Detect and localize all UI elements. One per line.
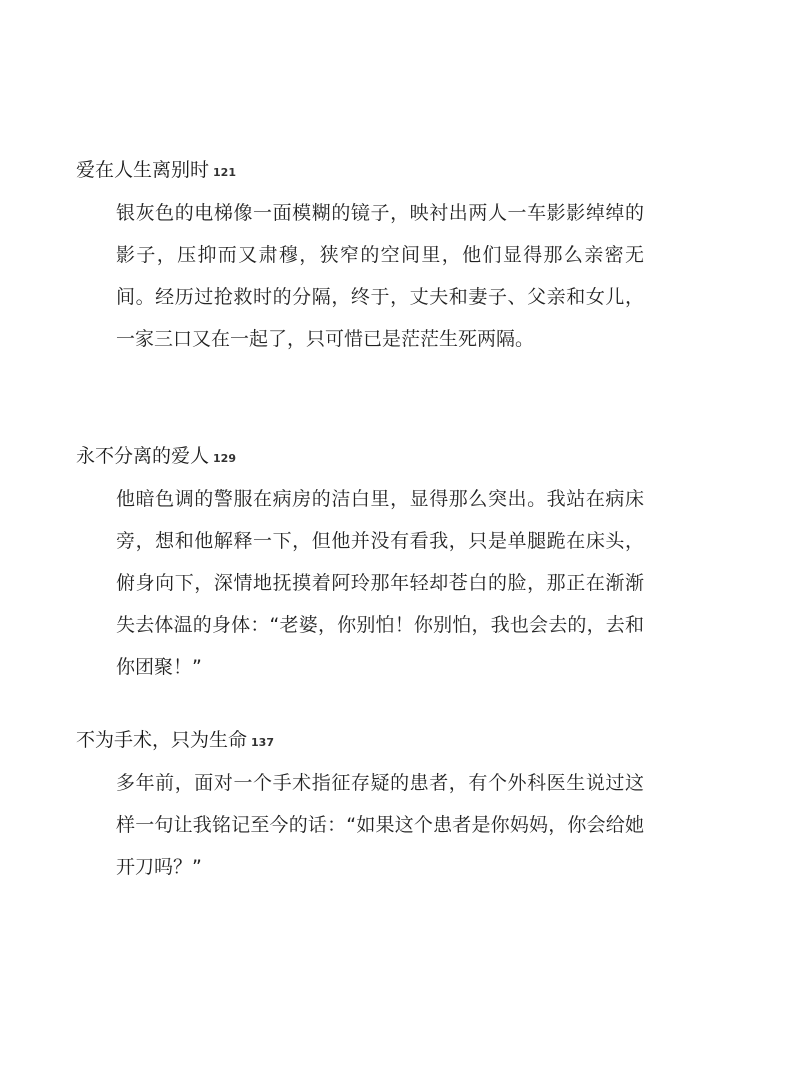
entry-title-text: 不为手术，只为生命 bbox=[76, 729, 248, 751]
entry-title[interactable] bbox=[76, 155, 676, 188]
entry-excerpt: 银灰色的电梯像一面模糊的镜子，映衬出两人一车影影绰绰的影子，压抑而又肃穆，狭窄的空间里，他们显得那么亲密无间。经历过抢救时的分隔，终于，丈夫和妻子、父亲和女儿，一家三口又在一起了，只可惜已是茫茫生死两隔。 bbox=[116, 202, 644, 350]
toc-entry bbox=[76, 725, 676, 888]
entry-title-text: 永不分离的爱人 bbox=[76, 445, 210, 467]
entry-page-number: 129 bbox=[213, 452, 236, 465]
toc-entry bbox=[76, 441, 676, 688]
entry-title[interactable] bbox=[76, 725, 676, 758]
entry-title[interactable] bbox=[76, 441, 676, 474]
entry-page-number: 121 bbox=[213, 166, 236, 179]
entry-page-number: 137 bbox=[251, 736, 274, 749]
entry-excerpt: 多年前，面对一个手术指征存疑的患者，有个外科医生说过这样一句让我铭记至今的话：“如果这个患者是你妈妈，你会给她开刀吗？” bbox=[116, 772, 644, 878]
entry-title-text: 爱在人生离别时 bbox=[76, 159, 210, 181]
toc-entry bbox=[76, 155, 676, 360]
entry-excerpt: 他暗色调的警服在病房的洁白里，显得那么突出。我站在病床旁，想和他解释一下，但他并没有看我，只是单腿跪在床头，俯身向下，深情地抚摸着阿玲那年轻却苍白的脸，那正在渐渐失去体温的身体：“老婆，你别怕！你别怕，我也会去的，去和你团聚！” bbox=[116, 488, 644, 678]
